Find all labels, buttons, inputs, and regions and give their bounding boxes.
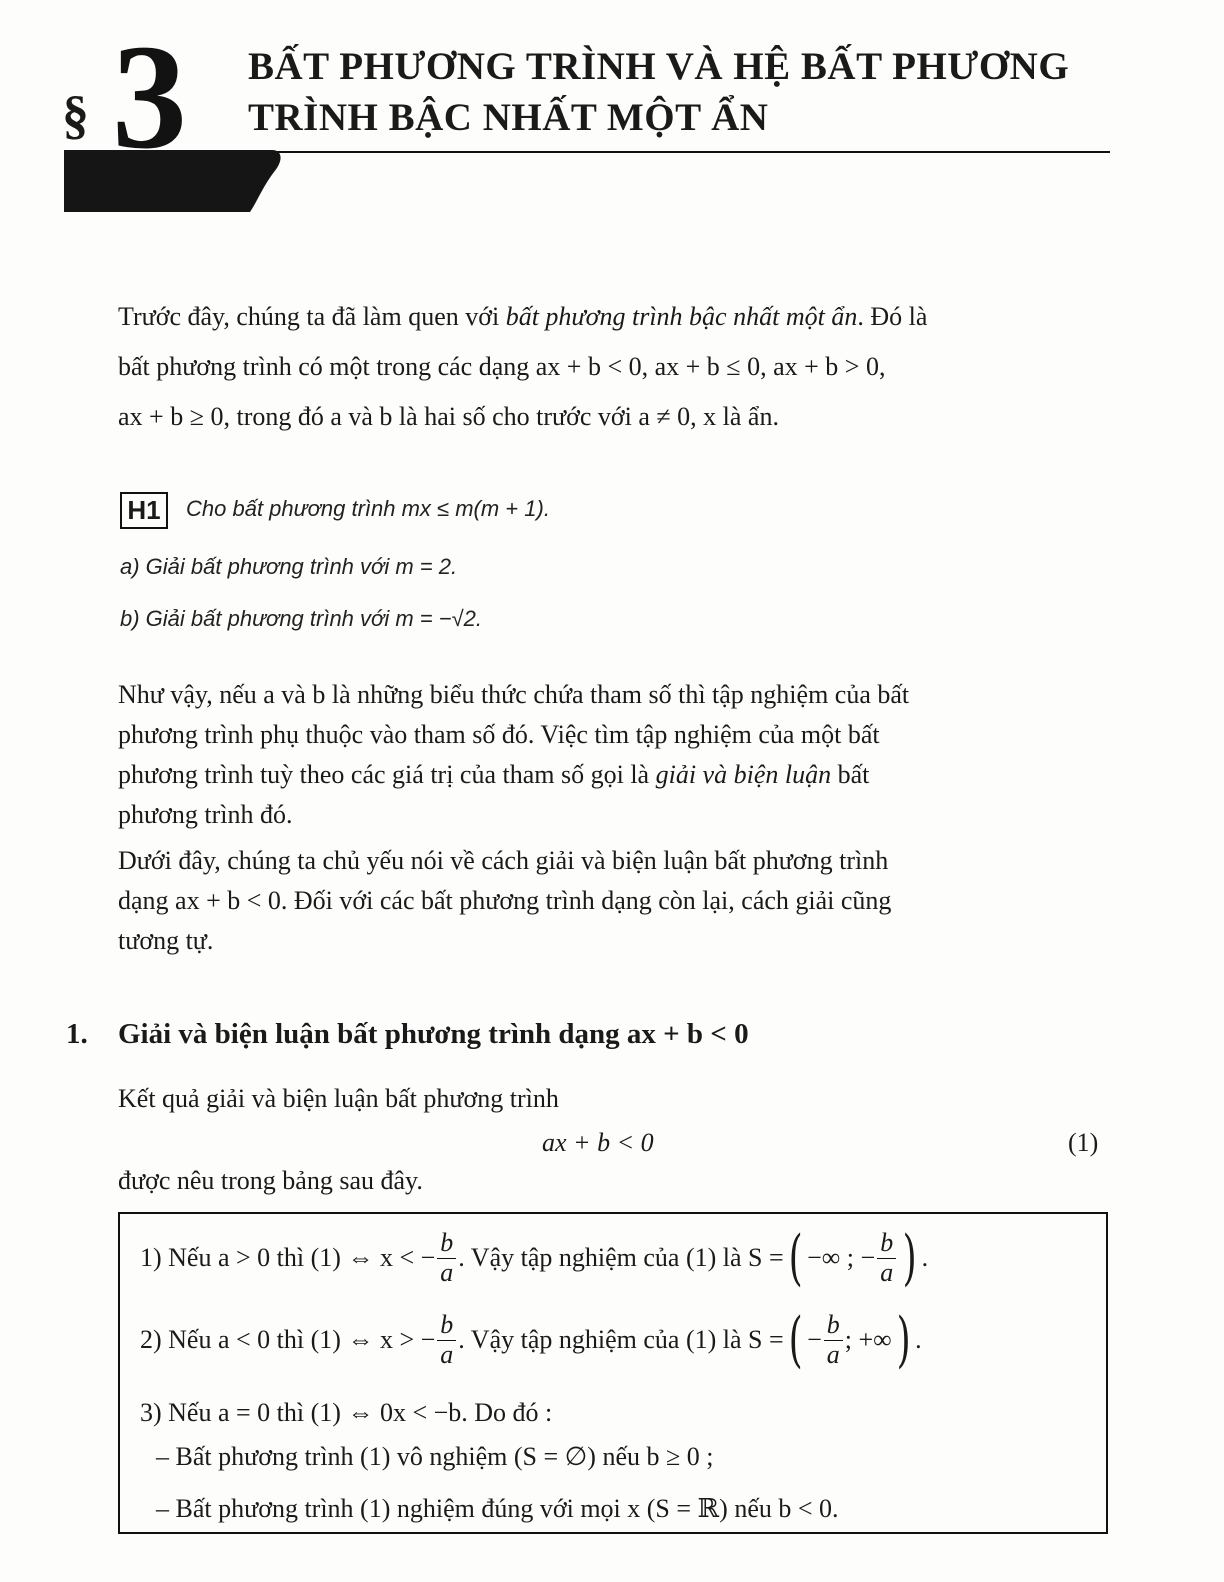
period: . xyxy=(921,1243,929,1272)
row2-fraction xyxy=(437,1311,456,1369)
equation-1: ax + b < 0 xyxy=(542,1128,654,1157)
para2-text: phương trình tuỳ theo các giá trị của tham số gọi là xyxy=(118,760,656,789)
h1-label-box: H1 xyxy=(120,492,168,529)
equation-label: (1) xyxy=(1068,1128,1099,1157)
frac-numerator: b xyxy=(437,1311,456,1341)
section-number: 3 xyxy=(112,14,187,180)
row1-text: . Vậy tập nghiệm của (1) là S = xyxy=(458,1243,784,1272)
para2-line2: phương trình phụ thuộc vào tham số đó. Việc tìm tập nghiệm của một bất xyxy=(118,720,880,749)
row2-set-minus: − xyxy=(807,1325,822,1354)
row2-set-right: ; +∞ xyxy=(844,1325,892,1354)
para3-line3: tương tự. xyxy=(118,926,214,955)
row1-condition: 1) Nếu a > 0 thì (1) ⇔ x < − xyxy=(140,1243,436,1272)
para2-line1: Như vậy, nếu a và b là những biểu thức chứa tham số thì tập nghiệm của bất xyxy=(118,680,910,709)
para3-line2: dạng ax + b < 0. Đối với các bất phương trình dạng còn lại, cách giải cũng xyxy=(118,886,892,915)
section1-intro: Kết quả giải và biện luận bất phương trình xyxy=(118,1084,559,1113)
frac-numerator: b xyxy=(877,1229,896,1259)
paren-open-icon: ( xyxy=(788,1305,803,1375)
intro-line2: bất phương trình có một trong các dạng ax + b < 0, ax + b ≤ 0, ax + b > 0, xyxy=(118,352,886,381)
para2-emphasis: giải và biện luận xyxy=(655,760,832,789)
h1-part-a: a) Giải bất phương trình với m = 2. xyxy=(120,554,458,579)
section1-after: được nêu trong bảng sau đây. xyxy=(118,1166,423,1195)
section-title-line1: BẤT PHƯƠNG TRÌNH VÀ HỆ BẤT PHƯƠNG xyxy=(248,45,1070,88)
section-symbol: § xyxy=(62,85,89,145)
row2-text: . Vậy tập nghiệm của (1) là S = xyxy=(458,1325,784,1354)
para2-line3 xyxy=(118,762,869,788)
paren-close-icon: ) xyxy=(896,1305,911,1375)
intro-text: Trước đây, chúng ta đã làm quen với xyxy=(118,302,506,331)
intro-line3: ax + b ≥ 0, trong đó a và b là hai số cho trước với a ≠ 0, x là ẩn. xyxy=(118,402,779,431)
section1-number: 1. xyxy=(66,1018,88,1050)
row2-condition: 2) Nếu a < 0 thì (1) ⇔ x > − xyxy=(140,1325,436,1354)
frac-denominator: a xyxy=(440,1339,454,1369)
para2-text-end: bất xyxy=(831,760,870,789)
intro-text-end: . Đó là xyxy=(857,302,928,331)
result-table xyxy=(118,1212,1108,1534)
row2-set-fraction xyxy=(824,1311,843,1369)
para2-line4: phương trình đó. xyxy=(118,800,293,829)
frac-numerator: b xyxy=(824,1311,843,1341)
intro-line1 xyxy=(118,304,927,330)
paren-open-icon: ( xyxy=(788,1223,803,1293)
table-row-4: – Bất phương trình (1) vô nghiệm (S = ∅) nếu b ≥ 0 ; xyxy=(156,1442,714,1471)
frac-denominator: a xyxy=(826,1339,840,1369)
frac-denominator: a xyxy=(440,1257,454,1287)
section1-title: Giải và biện luận bất phương trình dạng ax + b < 0 xyxy=(118,1018,749,1050)
h1-prompt: Cho bất phương trình mx ≤ m(m + 1). xyxy=(186,496,550,521)
table-row-2 xyxy=(140,1305,922,1375)
table-row-1 xyxy=(140,1223,929,1293)
table-row-3: 3) Nếu a = 0 thì (1) ⇔ 0x < −b. Do đó : xyxy=(140,1398,553,1427)
row1-set-left: −∞ ; − xyxy=(807,1243,876,1272)
frac-numerator: b xyxy=(437,1229,456,1259)
section-title-line2: TRÌNH BẬC NHẤT MỘT ẨN xyxy=(248,96,769,139)
frac-denominator: a xyxy=(880,1257,894,1287)
h1-part-b: b) Giải bất phương trình với m = −√2. xyxy=(120,606,483,631)
row1-fraction xyxy=(437,1229,456,1287)
para3-line1: Dưới đây, chúng ta chủ yếu nói về cách giải và biện luận bất phương trình xyxy=(118,846,889,875)
paren-close-icon: ) xyxy=(902,1223,917,1293)
row1-set-fraction xyxy=(877,1229,896,1287)
period: . xyxy=(915,1325,922,1354)
table-row-5: – Bất phương trình (1) nghiệm đúng với mọi x (S = ℝ) nếu b < 0. xyxy=(156,1494,839,1523)
intro-emphasis: bất phương trình bậc nhất một ẩn xyxy=(505,302,858,331)
